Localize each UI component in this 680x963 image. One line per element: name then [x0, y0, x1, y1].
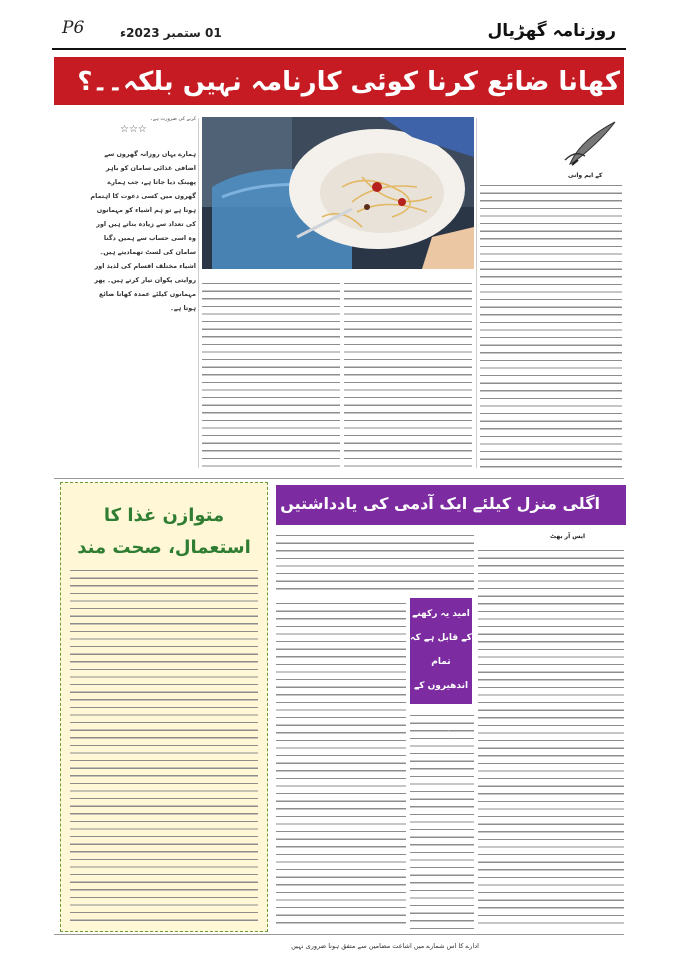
memoir-author: ایس آر بھٹ — [550, 533, 586, 540]
article-body-right — [480, 180, 622, 470]
header-divider — [52, 48, 626, 50]
separator-stars: ☆☆☆ — [120, 124, 147, 135]
health-article-title: متوازن غذا کا استعمال، صحت مند — [77, 505, 251, 558]
author-name: کے ایم وانی — [568, 172, 603, 179]
page-number: P6 — [62, 18, 85, 38]
article-body-col-3 — [344, 278, 472, 470]
footer-divider — [54, 934, 624, 935]
memoir-body-right — [478, 545, 624, 930]
headline-title: کھانا ضائع کرنا کوئی کارنامہ نہیں بلکہ۔۔؟ — [77, 67, 620, 97]
footer-disclaimer: ادارے کا اس شمارے میں اشاعت مضامین سے متفق ہونا ضروری نہیں — [291, 942, 479, 950]
pull-quote: امید یہ رکھنے کے قابل ہے کہ تمام اندھیروں کے باوجود روشنی ہے — [410, 609, 472, 739]
memoir-title: اگلی منزل کیلئے ایک آدمی کی یادداشتیں — [280, 494, 600, 513]
issue-date: 01 ستمبر 2023ء — [120, 26, 222, 40]
intro-column: ہمارے یہاں روزانہ گھروں سے اضافی غذائی سامان کو باہر پھینک دیا جاتا ہے، جب ہمارے گھروں میں کسی دعوت کا اہتمام ہوتا ہے تو ہم اشیاء کو مہمانوں کی تعداد سے زیادہ بناتے ہیں اور وہ اسی حساب سے ہمیں دگنا سامان کی لسٹ تھمادیتے ہیں۔ اشیاء مختلف اقسام کی لذیذ اور روایتی پکوان تیار کرتے ہیں۔ پھر مہمانوں کیلئے عمدہ کھانا ضائع ہوتا ہے۔ — [90, 150, 196, 312]
column-divider — [476, 118, 477, 468]
article-body-col-4 — [202, 278, 340, 470]
section-divider — [54, 478, 624, 479]
quill-pen-icon — [560, 120, 620, 166]
newspaper-name: روزنامہ گھڑیال — [487, 21, 616, 41]
memoir-body-mid-top — [276, 530, 474, 594]
memoir-body-left — [276, 598, 406, 930]
column-divider — [198, 118, 199, 468]
food-waste-photo — [202, 117, 474, 269]
photo-caption: کرنے کی ضرورت ہے۔ — [150, 116, 197, 122]
health-article-body — [70, 565, 258, 925]
